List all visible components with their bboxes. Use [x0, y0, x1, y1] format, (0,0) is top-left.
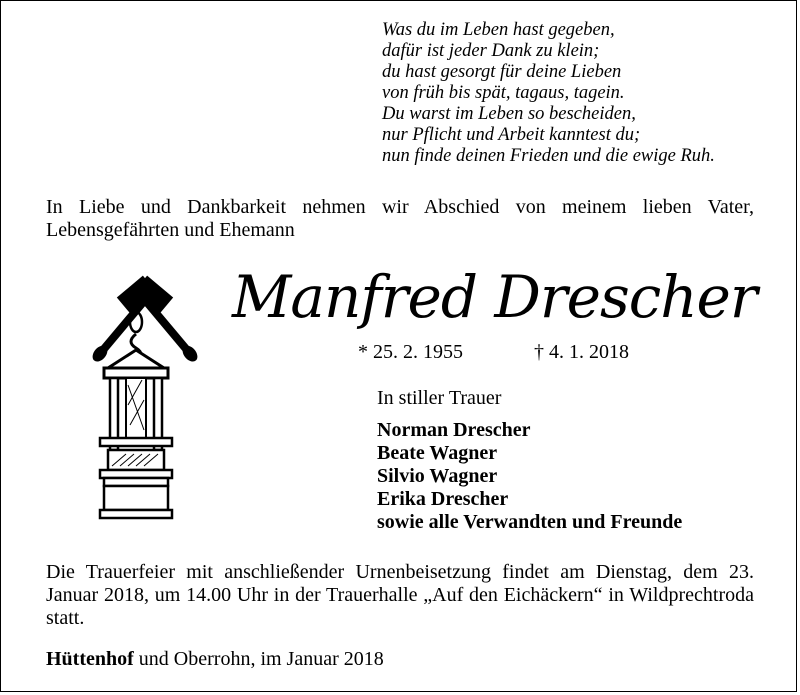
poem-line: Was du im Leben hast gegeben,	[382, 20, 615, 40]
birth-date: * 25. 2. 1955	[358, 341, 463, 363]
mourner-name: Norman Drescher	[377, 419, 531, 441]
poem-line: nun finde deinen Frieden und die ewige Ruh.	[382, 146, 715, 166]
place-and-date	[46, 648, 384, 671]
poem-line: nur Pflicht und Arbeit kanntest du;	[382, 125, 641, 145]
intro-text: In Liebe und Dankbarkeit nehmen wir Abschied von meinem lieben Vater, Lebensgefährten und Ehemann	[46, 196, 754, 241]
place-bold: Hüttenhof	[46, 648, 134, 670]
place-rest: und Oberrohn, im Januar 2018	[133, 648, 384, 670]
funeral-notice: Die Trauerfeier mit anschließender Urnenbeisetzung findet am Dienstag, dem 23. Januar 2018, um 14.00 Uhr in der Trauerhalle „Auf den Eichäckern“ in Wildprechtroda statt.	[46, 561, 754, 629]
death-date: † 4. 1. 2018	[534, 341, 629, 363]
mourner-name: sowie alle Verwandten und Freunde	[377, 511, 683, 533]
mourner-name: Silvio Wagner	[377, 465, 498, 487]
deceased-name: Manfred Drescher	[232, 263, 757, 331]
poem-line: du hast gesorgt für deine Lieben	[382, 62, 622, 82]
miners-hammers-and-lamp-icon	[90, 260, 200, 545]
mourners-list	[377, 419, 682, 534]
mourning-label: In stiller Trauer	[377, 387, 502, 409]
mourner-name: Erika Drescher	[377, 488, 509, 510]
poem-line: Du warst im Leben so bescheiden,	[382, 104, 636, 124]
poem-line: von früh bis spät, tagaus, tagein.	[382, 83, 625, 103]
poem	[382, 20, 715, 167]
mourner-name: Beate Wagner	[377, 442, 498, 464]
poem-line: dafür ist jeder Dank zu klein;	[382, 41, 600, 61]
